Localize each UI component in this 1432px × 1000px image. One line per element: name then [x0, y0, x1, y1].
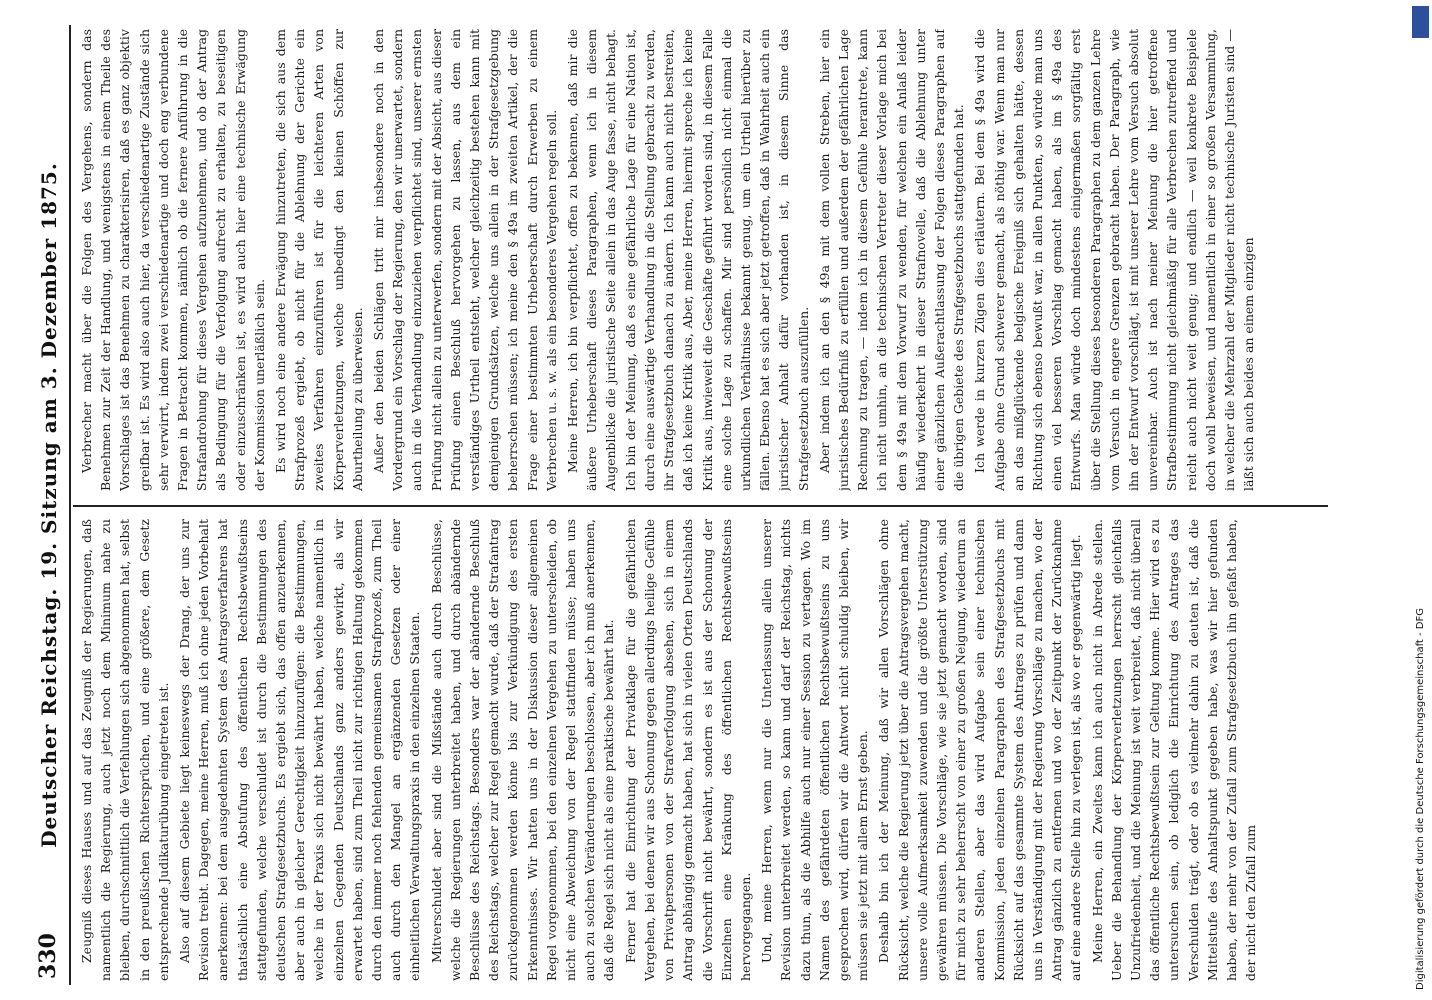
rotated-page-content	[25, 25, 1335, 985]
paragraph: Aber indem ich an den § 49a mit dem vollen Streben, hier ein juristisches Bedürfniß zu erfüllen und außerdem der gefährlichen Lage Rechnung zu tragen, — indem ich in diesem Gefühle herantrete, kann ich nicht umhin, an die technischen Vertreter dieser Vorlage mich bei dem § 49a mit dem Vorwurf zu wenden, für welchen ein Anlaß leider häufig wiederkehrt in dieser Strafnovelle, daß die Ablehnung unter einer gänzlichen Außerachtlassung der Folgen dieses Paragraphen auf die übrigen Gebiete des Strafgesetzbuchs stattgefunden hat.	[816, 29, 967, 491]
paragraph: Es wird noch eine andere Erwägung hinzutreten, die sich aus dem Strafprozeß ergiebt, ob nicht für die Ablehnung der Gerichte ein zweites Verfahren einzuführen ist für die leichteren Arten von Körperverletzungen, welche unbedingt den kleinen Schöffen zur Aburtheilung zu überweisen.	[273, 29, 365, 491]
page-header	[25, 25, 69, 985]
paragraph: Ich werde in kurzen Zügen dies erläutern. Bei dem § 49a wird die Aufgabe ohne Grund schwerer gemacht, als nöthig war. Wenn man nur an das mißglückende belgische Ereigniß sich gehalten hätte, dessen Richtung sich ebenso bewußt war, in allen Punkten, so würde man uns einen viel besseren Vorschlag gemacht haben, als im § 49a des Entwurfs. Man würde doch mindestens einigermaßen sorgfältig erst über die Stellung dieses besonderen Paragraphen zu dem ganzen Lehre vom Versuch in engere Grenzen gebracht haben. Der Paragraph, wie ihn der Entwurf vorschlägt, ist mit unserer Lehre vom Versuch absolut unvereinbar. Auch ist nach meiner Meinung die hier getroffene Strafbestimmung nicht gleichmäßig für alle Verbrechen zutreffend und reicht auch nicht weit genug; und endlich — weil konkrete Beispiele doch wohl beweisen, und namentlich in einer so großen Versammlung, in welcher die Mehrzahl der Mitglieder nicht technische Juristen sind — läßt sich auch beides an einem einzigen	[972, 29, 1257, 491]
left-column	[77, 519, 1327, 981]
funding-notice: Digitalisierung gefördert durch die Deutsche Forschungsgemeinschaft - DFG	[1415, 607, 1426, 990]
paragraph: Verbrecher macht über die Folgen des Vergehens, sondern das Benehmen zur Zeit der Handlung, und wenigstens in einem Theile des Vorschlages ist das Benehmen zu charakterisiren, daß es ganz objektiv greifbar ist. Es wird also auch hier, da verschiedenartige Zustände sich sehr verwirrt, indem zwei verschiedenartige und doch eng verbundene Fragen in Betracht kommen, nämlich ob die fernere Anführung in die Strafandrohung für dieses Vergehen aufzunehmen, und ob der Antrag als Bedingung für die Verfolgung aufrecht zu erhalten, zu beseitigen oder einzuschränken ist, es wird auch hier eine technische Erwägung der Kommission unerläßlich sein.	[79, 29, 267, 491]
paragraph: Also auf diesem Gebiete liegt keineswegs der Drang, der uns zur Revision treibt. Dagegen, meine Herren, muß ich ohne jeden Vorbehalt anerkennen: bei dem ausgedehnten System des Antragsverfahrens hat thatsächlich eine Abstufung des öffentlichen Rechtsbewußtseins stattgefunden, welche verschuldet ist durch die Bestimmungen des deutschen Strafgesetzbuchs. Es ergiebt sich, das offen anzuerkennen, aber auch in gleicher Gerechtigkeit hinzuzufügen: die Bestimmungen, welche in der Praxis sich nicht bewährt haben, welche namentlich in einzelnen Gegenden Deutschlands ganz anders gewirkt, als wir erwartet haben, sind zum Theil nicht zur richtigen Haltung gekommen durch den immer noch fehlenden gemeinsamen Strafprozeß, zum Theil auch durch den Mangel an ergänzenden Gesetzen oder einer einheitlichen Verwaltungspraxis in den einzelnen Staaten.	[177, 519, 423, 981]
header-rule	[69, 25, 71, 985]
page-number: 330	[35, 933, 61, 979]
paragraph: Und, meine Herren, wenn nur die Unterlassung allein unserer Revision unterbreitet werden, so kann und darf der Reichstag, nichts dazu thun, als die Abhilfe auch nur einer Session zu vertagen. Wo im Namen des gefährdeten öffentlichen Rechtsbewußtseins zu uns gesprochen wird, dürfen wir die Antwort nicht schuldig bleiben, wir müssen sie jetzt mit allem Ernst geben.	[759, 519, 871, 981]
paragraph: Ferner hat die Einrichtung der Privatklage für die gefährlichen Vergehen, bei denen wir aus Schonung gegen allerdings heilige Gefühle von Privatpersonen von der Strafverfolgung absehen, sich in einem Antrag abhängig gemacht haben, hat sich in vielen Orten Deutschlands die Vorschrift nicht bewährt, sondern es ist aus der Schonung der Einzelnen eine Kränkung des öffentlichen Rechtsbewußtseins hervorgegangen.	[622, 519, 753, 981]
paragraph: Meine Herren, ich bin verpflichtet, offen zu bekennen, daß mir die äußere Urheberschaft dieses Paragraphen, wenn ich in diesem Augenblicke die juristische Seite allein in das Auge fasse, nicht behagt. Ich bin der Meinung, daß es eine gefährliche Lage für eine Nation ist, durch eine auswärtige Verhandlung in die Stellung gebracht zu werden, ihr Strafgesetzbuch danach zu ändern. Ich kann auch nicht bestreiten, daß ich keine Kritik aus, Aber, meine Herren, hiermit spreche ich keine Kritik aus, inwieweit die Geschäfte geführt worden sind, in diesem Falle eine solche Lage zu schaffen. Mir sind persönlich nicht einmal die urkundlichen Verhältnisse bekannt genug, um ein Urtheil hierüber zu fällen. Ebenso hat es sich aber jetzt getroffen, daß in Wahrheit auch ein juristischer Anhalt dafür vorhanden ist, in diesem Sinne das Strafgesetzbuch auszufüllen.	[565, 29, 811, 491]
running-title: Deutscher Reichstag. 19. Sitzung am 3. Dezember 1875.	[37, 162, 61, 848]
paragraph: Außer den beiden Schlägen tritt mir insbesondere noch in den Vordergrund ein Vorschlag der Regierung, den wir unerwartet, sondern auch in die Verhandlung einzuziehen verpflichtet sind, unserer ernsten Prüfung nicht allein zu unterwerfen, sondern mit der Absicht, aus dieser Prüfung einen Beschluß hervorgehen zu lassen, aus dem ein verständiges Urtheil entsteht, welcher gleichzeitig bestehen kann mit demjenigen Grundsätzen, welche uns allein in der Strafgesetzgebung beherrschen müssen; ich meine den § 49a im zweiten Artikel, der die Frage einer bestimmten Urheberschaft durch Erwerben zu einem Verbrechen u. s. w. als ein besonderes Vergehen regeln soll.	[371, 29, 559, 491]
right-column	[77, 29, 1327, 491]
paragraph: Deshalb bin ich der Meinung, daß wir allen Vorschlägen ohne Rücksicht, welche die Regierung jetzt über die Antragsvergehen macht, unsere volle Aufmerksamkeit zuwenden und die größte Unterstützung gewähren müssen. Die Vorschläge, wie sie jetzt gemacht worden, sind für mich zu sehr beherrscht von einer zu großen Neigung, wiederum an anderen Stellen, aber das wird Aufgabe sein einer technischen Kommission, jeden einzelnen Paragraphen des Strafgesetzbuchs mit Rücksicht auf das gesammte System des Antrages zu prüfen und dann uns in Verständigung mit der Regierung Vorschläge zu machen, wo der Antrag gänzlich zu entfernen und wo der Zeitpunkt der Zurücknahme auf eine andere Stelle hin zu verlegen ist, als wo er gegenwärtig liegt.	[876, 519, 1084, 981]
paragraph: Meine Herren, ein Zweites kann ich auch nicht in Abrede stellen. Ueber die Behandlung der Körperverletzungen herrscht gleichfalls Unzufriedenheit, und die Meinung ist weit verbreitet, daß nicht überall das öffentliche Rechtsbewußtsein zur Geltung komme. Hier wird es zu untersuchen sein, ob lediglich die Einrichtung des Antrages das Verschulden trägt, oder ob es vielmehr dahin zu deuten ist, daß die Mittelstufe des Anhaltspunkt gegeben habe, was wir hier gefunden haben, der mehr von der Zufall zum Strafgesetzbuch ihn gefaßt haben, der nicht den Zufall zum	[1089, 519, 1259, 981]
digitization-sidebar	[1410, 0, 1432, 1000]
column-divider	[73, 505, 1328, 507]
paragraph: Mitverschuldet aber sind die Mißstände auch durch Beschlüsse, welche die Regierungen unterbreitet haben, und durch abändernde Beschlüsse des Reichstags. Besonders war der abändernde Beschluß des Reichstags, welcher zur Regel gemacht wurde, daß der Strafantrag zurückgenommen werden könne bis zur Verkündigung des ersten Erkenntnisses. Wir hatten uns in der Diskussion dieser allgemeinen Regel vorgenommen, bei den einzelnen Vergehen zu unterscheiden, ob nicht eine Abweichung von der Regel stattfinden müsse; haben uns auch zu solchen Veränderungen beschlossen, aber ich muß anerkennen, daß die Regel sich nicht als eine praktische bewährt hat.	[428, 519, 617, 981]
paragraph: Zeugniß dieses Hauses und auf das Zeugniß der Regierungen, daß namentlich die Regierung, auch jetzt noch dem Minimum nahe zu bleiben, durchschnittlich die Verfehlungen sich abgenommen hat, selbst in den preußischen Richtersprüchen, und eine größere, dem Gesetz entsprechende Judikaturübung eingetreten ist.	[79, 519, 171, 981]
